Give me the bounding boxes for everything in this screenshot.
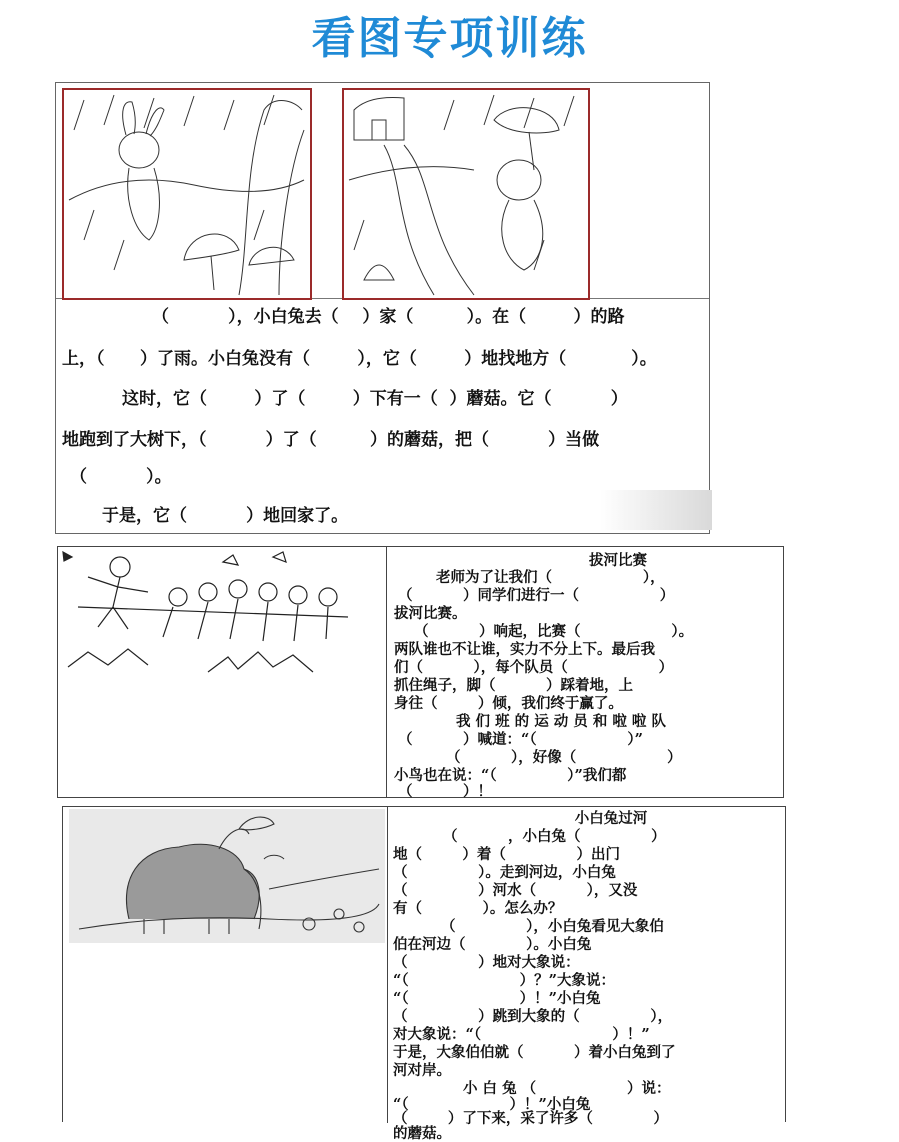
rabbit-in-rain-illustration xyxy=(62,88,312,300)
exercise-1-line: 于是，它（ ）地回家了。 xyxy=(102,506,349,526)
exercise-1-line: 地跑到了大树下，（ ）了（ ）的蘑菇，把（ ）当做 xyxy=(62,430,600,450)
exercise-3-image-cell xyxy=(63,807,388,1123)
exercise-1-line: （ ），小白兔去（ ）家（ ）。在（ ）的路 xyxy=(152,307,625,327)
exercise-2-line: （ ）同学们进行一（ ） xyxy=(398,587,675,604)
exercise-2-line: 身往（ ）倾，我们终于赢了。 xyxy=(394,695,623,712)
exercise-1-line: 这时，它（ ）了（ ）下有一（ ）蘑菇。它（ ） xyxy=(122,389,628,409)
exercise-3-line: “（ ）！”小白兔 xyxy=(393,1096,591,1113)
exercise-2-line: （ ）！ xyxy=(398,783,492,800)
page-title: 看图专项训练 xyxy=(311,13,588,64)
exercise-3-line: （ ）跳到大象的（ ）， xyxy=(393,1008,673,1025)
exercise-3-line: “（ ）？”大象说： xyxy=(393,972,615,989)
exercise-3-line: 小 白 兔 （ ）说： xyxy=(463,1080,671,1097)
exercise-2-line: （ ），好像（ ） xyxy=(446,749,682,766)
exercise-1-line: 上，（ ）了雨。小白兔没有（ ），它（ ）地找地方（ ）。 xyxy=(62,349,657,369)
exercise-3-line: （ ，小白兔（ ） xyxy=(443,828,666,845)
exercise-3-line: （ ）了下来，采了许多（ ） xyxy=(393,1110,668,1127)
rabbit-with-mushroom-illustration xyxy=(342,88,590,300)
exercise-3-line: 于是，大象伯伯就（ ）着小白兔到了 xyxy=(393,1044,676,1061)
elephant-and-rabbit-illustration xyxy=(69,809,385,943)
exercise-2-line: （ ）喊道：“（ ）” xyxy=(398,731,644,748)
exercise-2-line: 抓住绳子，脚（ ）踩着地，上 xyxy=(394,677,633,694)
exercise-2-line: 们（ ），每个队员（ ） xyxy=(394,659,674,676)
exercise-2-line: 拔河比赛。 xyxy=(394,605,467,622)
exercise-3-line: （ ）河水（ ），又没 xyxy=(393,882,638,899)
exercise-2-title: 拔河比赛 xyxy=(589,552,647,569)
exercise-1-pictures xyxy=(56,83,710,299)
exercise-2-line: 老师为了让我们（ ）， xyxy=(436,569,665,586)
exercise-3-line: 有（ ）。怎么办？ xyxy=(393,900,563,917)
exercise-3-title: 小白兔过河 xyxy=(574,810,648,827)
exercise-3-line: 河对岸。 xyxy=(393,1062,451,1079)
exercise-3-line: “（ ）！”小白兔 xyxy=(393,990,601,1007)
exercise-3-line: 伯在河边（ ）。小白兔 xyxy=(393,936,592,953)
exercise-3-line: （ ）地对大象说： xyxy=(393,954,580,971)
watermark-blur xyxy=(600,490,712,530)
exercise-2-line: 两队谁也不让谁，实力不分上下。最后我 xyxy=(394,641,655,658)
exercise-1 xyxy=(55,82,710,534)
exercise-3 xyxy=(62,806,786,1142)
exercise-3-line: 的蘑菇。 xyxy=(393,1125,451,1142)
exercise-1-line: （ ）。 xyxy=(70,467,172,487)
exercise-2-line: （ ）响起，比赛（ ）。 xyxy=(414,623,694,640)
exercise-3-line: （ ），小白兔看见大象伯 xyxy=(441,918,664,935)
tug-of-war-illustration xyxy=(58,547,387,797)
exercise-2-line: 我 们 班 的 运 动 员 和 啦 啦 队 xyxy=(456,713,666,730)
exercise-2-line: 小鸟也在说：“（ ）”我们都 xyxy=(394,767,627,784)
exercise-3-line: （ ）。走到河边，小白兔 xyxy=(393,864,616,881)
exercise-2 xyxy=(57,546,784,798)
exercise-3-line: 地（ ）着（ ）出门 xyxy=(393,846,621,863)
exercise-3-line: 对大象说：“（ ）！” xyxy=(393,1026,650,1043)
